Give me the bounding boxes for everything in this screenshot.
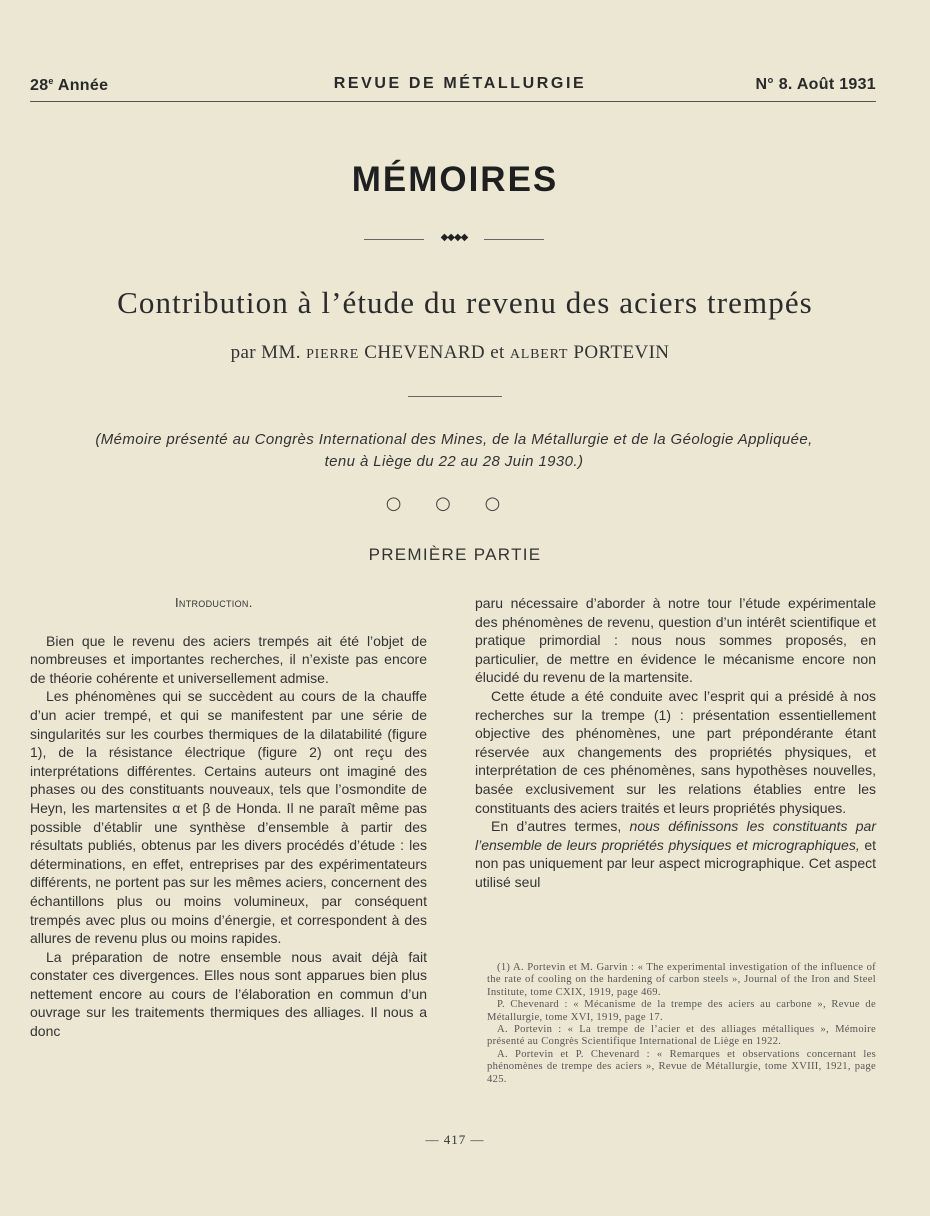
left-column: [30, 594, 427, 1041]
presentation-note: (Mémoire présenté au Congrès International des Mines, de la Métallurgie et de la Géologie Appliquée, tenu à Liège du 22 au 28 Juin 1930.): [95, 431, 813, 470]
paragraph: En d’autres termes, nous définissons les constituants par l’ensemble de leurs propriétés physiques et micrographiques, et non pas uniquement par leur aspect micrographique. Cet aspect utilisé seul: [475, 818, 876, 890]
journal-name: REVUE DE MÉTALLURGIE: [333, 75, 587, 92]
author1-first-name: PIERRE: [306, 347, 360, 362]
author2-first-name: ALBERT: [509, 347, 569, 362]
footnote: A. Portevin et P. Chevenard : « Remarques et observations concernant les phénomènes de trempe des aciers », Revue de Métallurgie, tome XVIII, 1921, page 425.: [487, 1048, 876, 1085]
paragraph: Bien que le revenu des aciers trempés ait été l’objet de nombreuses et importantes recherches, il n’existe pas encore de théorie cohérente et universellement admise.: [30, 632, 427, 686]
footnote: A. Portevin : « La trempe de l’acier et des alliages métalliques », Mémoire présenté au Congrès Scientifique International de Liège en 1922.: [487, 1024, 876, 1048]
circle-ornament: ○ ○ ○: [385, 493, 515, 514]
author2-last-name: PORTEVIN: [573, 342, 670, 363]
section-title: MÉMOIRES: [351, 160, 559, 199]
footnote: (1) A. Portevin et M. Garvin : « The experimental investigation of the influence of the rate of cooling on the hardening of carbon steels », Journal of the Iron and Steel Institute, tome CXIX, 1919, page 469.: [487, 962, 876, 998]
emphasis: nous définissons les constituants par l’ensemble de leurs propriétés physiques et micrographiques,: [475, 818, 876, 853]
footnote: P. Chevenard : « Mécanisme de la trempe des aciers au carbone », Revue de Métallurgie, tome XVI, 1919, page 17.: [487, 999, 876, 1023]
volume-year: 28e Année: [30, 76, 109, 94]
author1-last-name: CHEVENARD: [364, 342, 486, 363]
footnotes: [487, 962, 876, 1086]
article-title: Contribution à l’étude du revenu des aciers trempés: [117, 285, 813, 320]
right-column: [475, 594, 876, 892]
page-number: — 417 —: [425, 1132, 485, 1147]
introduction-heading: Introduction.: [175, 595, 253, 610]
header-rule: [30, 101, 876, 102]
part-title: PREMIÈRE PARTIE: [368, 545, 542, 564]
issue-number: N° 8. Août 1931: [755, 76, 876, 93]
byline: par MM. PIERRE CHEVENARD et ALBERT PORTEVIN: [230, 342, 670, 363]
running-header: [30, 74, 876, 98]
paragraph: Cette étude a été conduite avec l’esprit qui a présidé à nos recherches sur la trempe (1) : présentation essentiellement objective des phénomènes, une part prépondérante étant réservée aux changements des propriétés physiques, et interprétation de ces phénomènes, sans hypothèses nouvelles, basée exclusivement sur les relations établies entre les constituants des aciers traités et leurs propriétés physiques.: [475, 687, 876, 816]
paragraph: paru nécessaire d’aborder à notre tour l’étude expérimentale des phénomènes de revenu, question d’un intérêt scientifique et pratique primordial : nous nous sommes proposés, en particulier, de mettre en évidence le mécanisme encore non élucidé du revenu de la martensite.: [475, 595, 876, 686]
paragraph: La préparation de notre ensemble nous avait déjà fait constater ces divergences. Elles nous sont apparues bien plus nettement encore au cours de l’élaboration en commun d’un ouvrage sur les traitements thermiques des alliages. Il nous a donc: [30, 948, 427, 1040]
ornament-diamonds: ◆◆◆◆: [424, 230, 484, 246]
title-rule: [408, 396, 502, 397]
paragraph: Les phénomènes qui se succèdent au cours de la chauffe d’un acier trempé, et qui se manifestent par une série de singularités sur les courbes thermiques de la dilatabilité (figure 1), de la résistance électrique (figure 2) ont reçu des interprétations différentes. Certains auteurs ont imaginé des phases ou des constituants nouveaux, tels que l’osmondite de Heyn, les martensites α et β de Honda. Il ne paraît même pas possible d’établir une synthèse d’ensemble à partir des résultats publiés, obtenus par les divers procédés d’étude : les déterminations, en effet, entreprises par des expérimentateurs différents, ne portent pas sur les mêmes aciers, concernent des échantillons plus ou moins volumineux, par conséquent trempés avec plus ou moins d’énergie, et correspondent à des allures de revenu plus ou moins rapides.: [30, 688, 427, 947]
